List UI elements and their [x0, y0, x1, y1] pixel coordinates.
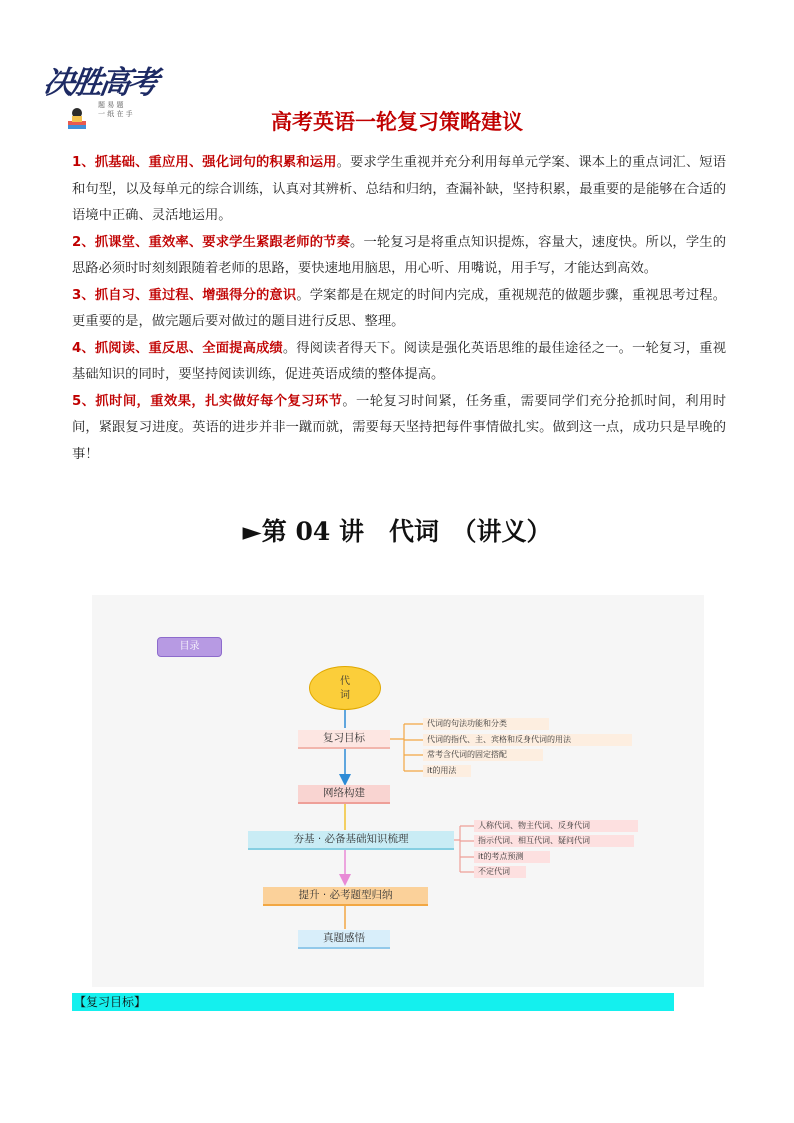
logo-tagline-line2: 一 纸 在 手	[98, 110, 133, 118]
root-label-line2: 词	[340, 690, 350, 701]
section-header-bar	[72, 993, 674, 1011]
tip-body: 。要求学生重视并充分利用每单元学案、课本上的重点词汇、短语和句型，以及每单元的综合训练，认真对其辨析、总结和归纳，查漏补缺，坚持积累，最重要的是能够在合适的语境中正确、灵活地运用。	[72, 155, 726, 223]
goal-leaf: it的用法	[423, 765, 471, 777]
tip-body: 。得阅读者得天下。阅读是强化英语思维的最佳途径之一。一轮复习，重视基础知识的同时，要坚持阅读训练，促进英语成绩的整体提高。	[72, 340, 726, 382]
basics-leaf: 不定代词	[474, 866, 526, 878]
goals-bracket	[390, 724, 423, 771]
node-basic-knowledge: 夯基 · 必备基础知识梳理	[248, 831, 454, 850]
basics-leaf: 指示代词、相互代词、疑问代词	[474, 835, 634, 847]
tip-heading: 2、抓课堂、重效率、要求学生紧跟老师的节奏	[72, 234, 351, 250]
basics-leaf: it的考点预测	[474, 851, 550, 863]
strategy-tips	[72, 150, 726, 468]
tip-heading: 3、抓自习、重过程、增强得分的意识	[72, 287, 297, 303]
tip-4	[72, 336, 726, 389]
tip-5	[72, 389, 726, 469]
lecture-title: ►第 04 讲 代词 （讲义）	[242, 517, 552, 546]
tip-body: 。一轮复习时间紧，任务重，需要同学们充分抢抓时间，利用时间，紧跟复习进度。英语的进步并非一蹴而就，需要每天坚持把每件事情做扎实。做到这一点，成功只是早晚的事！	[72, 393, 726, 462]
toc-button[interactable]: 目录	[157, 637, 222, 657]
node-network-build: 网络构建	[298, 785, 390, 804]
basics-leaf: 人称代词、物主代词、反身代词	[474, 820, 638, 832]
tip-body: 。学案都是在规定的时间内完成，重视规范的做题步骤，重视思考过程。更重要的是，做完题后要对做过的题目进行反思、整理。	[72, 287, 726, 329]
node-question-types: 提升 · 必考题型归纳	[263, 887, 428, 906]
node-review-goals: 复习目标	[298, 730, 390, 749]
tip-1	[72, 150, 726, 230]
tip-3	[72, 283, 726, 336]
root-label-line1: 代	[340, 676, 350, 687]
tip-heading: 1、抓基础、重应用、强化词句的积累和运用	[72, 155, 337, 170]
tip-body: 。一轮复习是将重点知识提炼，容量大，速度快。所以，学生的思路必须时时刻刻跟随着老师的思路，要快速地用脑思，用心听、用嘴说，用手写，才能达到高效。	[72, 234, 726, 276]
goal-leaf: 常考含代词的固定搭配	[423, 749, 543, 761]
basics-bracket	[454, 826, 474, 872]
logo-text: 决胜高考	[40, 65, 159, 101]
logo-tagline-line1: 题 易 题	[98, 101, 124, 109]
tip-heading: 5、抓时间，重效果，扎实做好每个复习环节	[72, 393, 343, 409]
section-label: 【复习目标】	[74, 995, 147, 1009]
tip-heading: 4、抓阅读、重反思、全面提高成绩	[72, 340, 283, 356]
goal-leaf: 代词的指代、主、宾格和反身代词的用法	[423, 734, 632, 746]
tip-2	[72, 230, 726, 283]
mindmap-root-node	[309, 666, 381, 710]
mindmap	[92, 595, 704, 987]
goal-leaf: 代词的句法功能和分类	[423, 718, 549, 730]
document-title: 高考英语一轮复习策略建议	[271, 110, 523, 134]
node-real-questions: 真题感悟	[298, 930, 390, 949]
